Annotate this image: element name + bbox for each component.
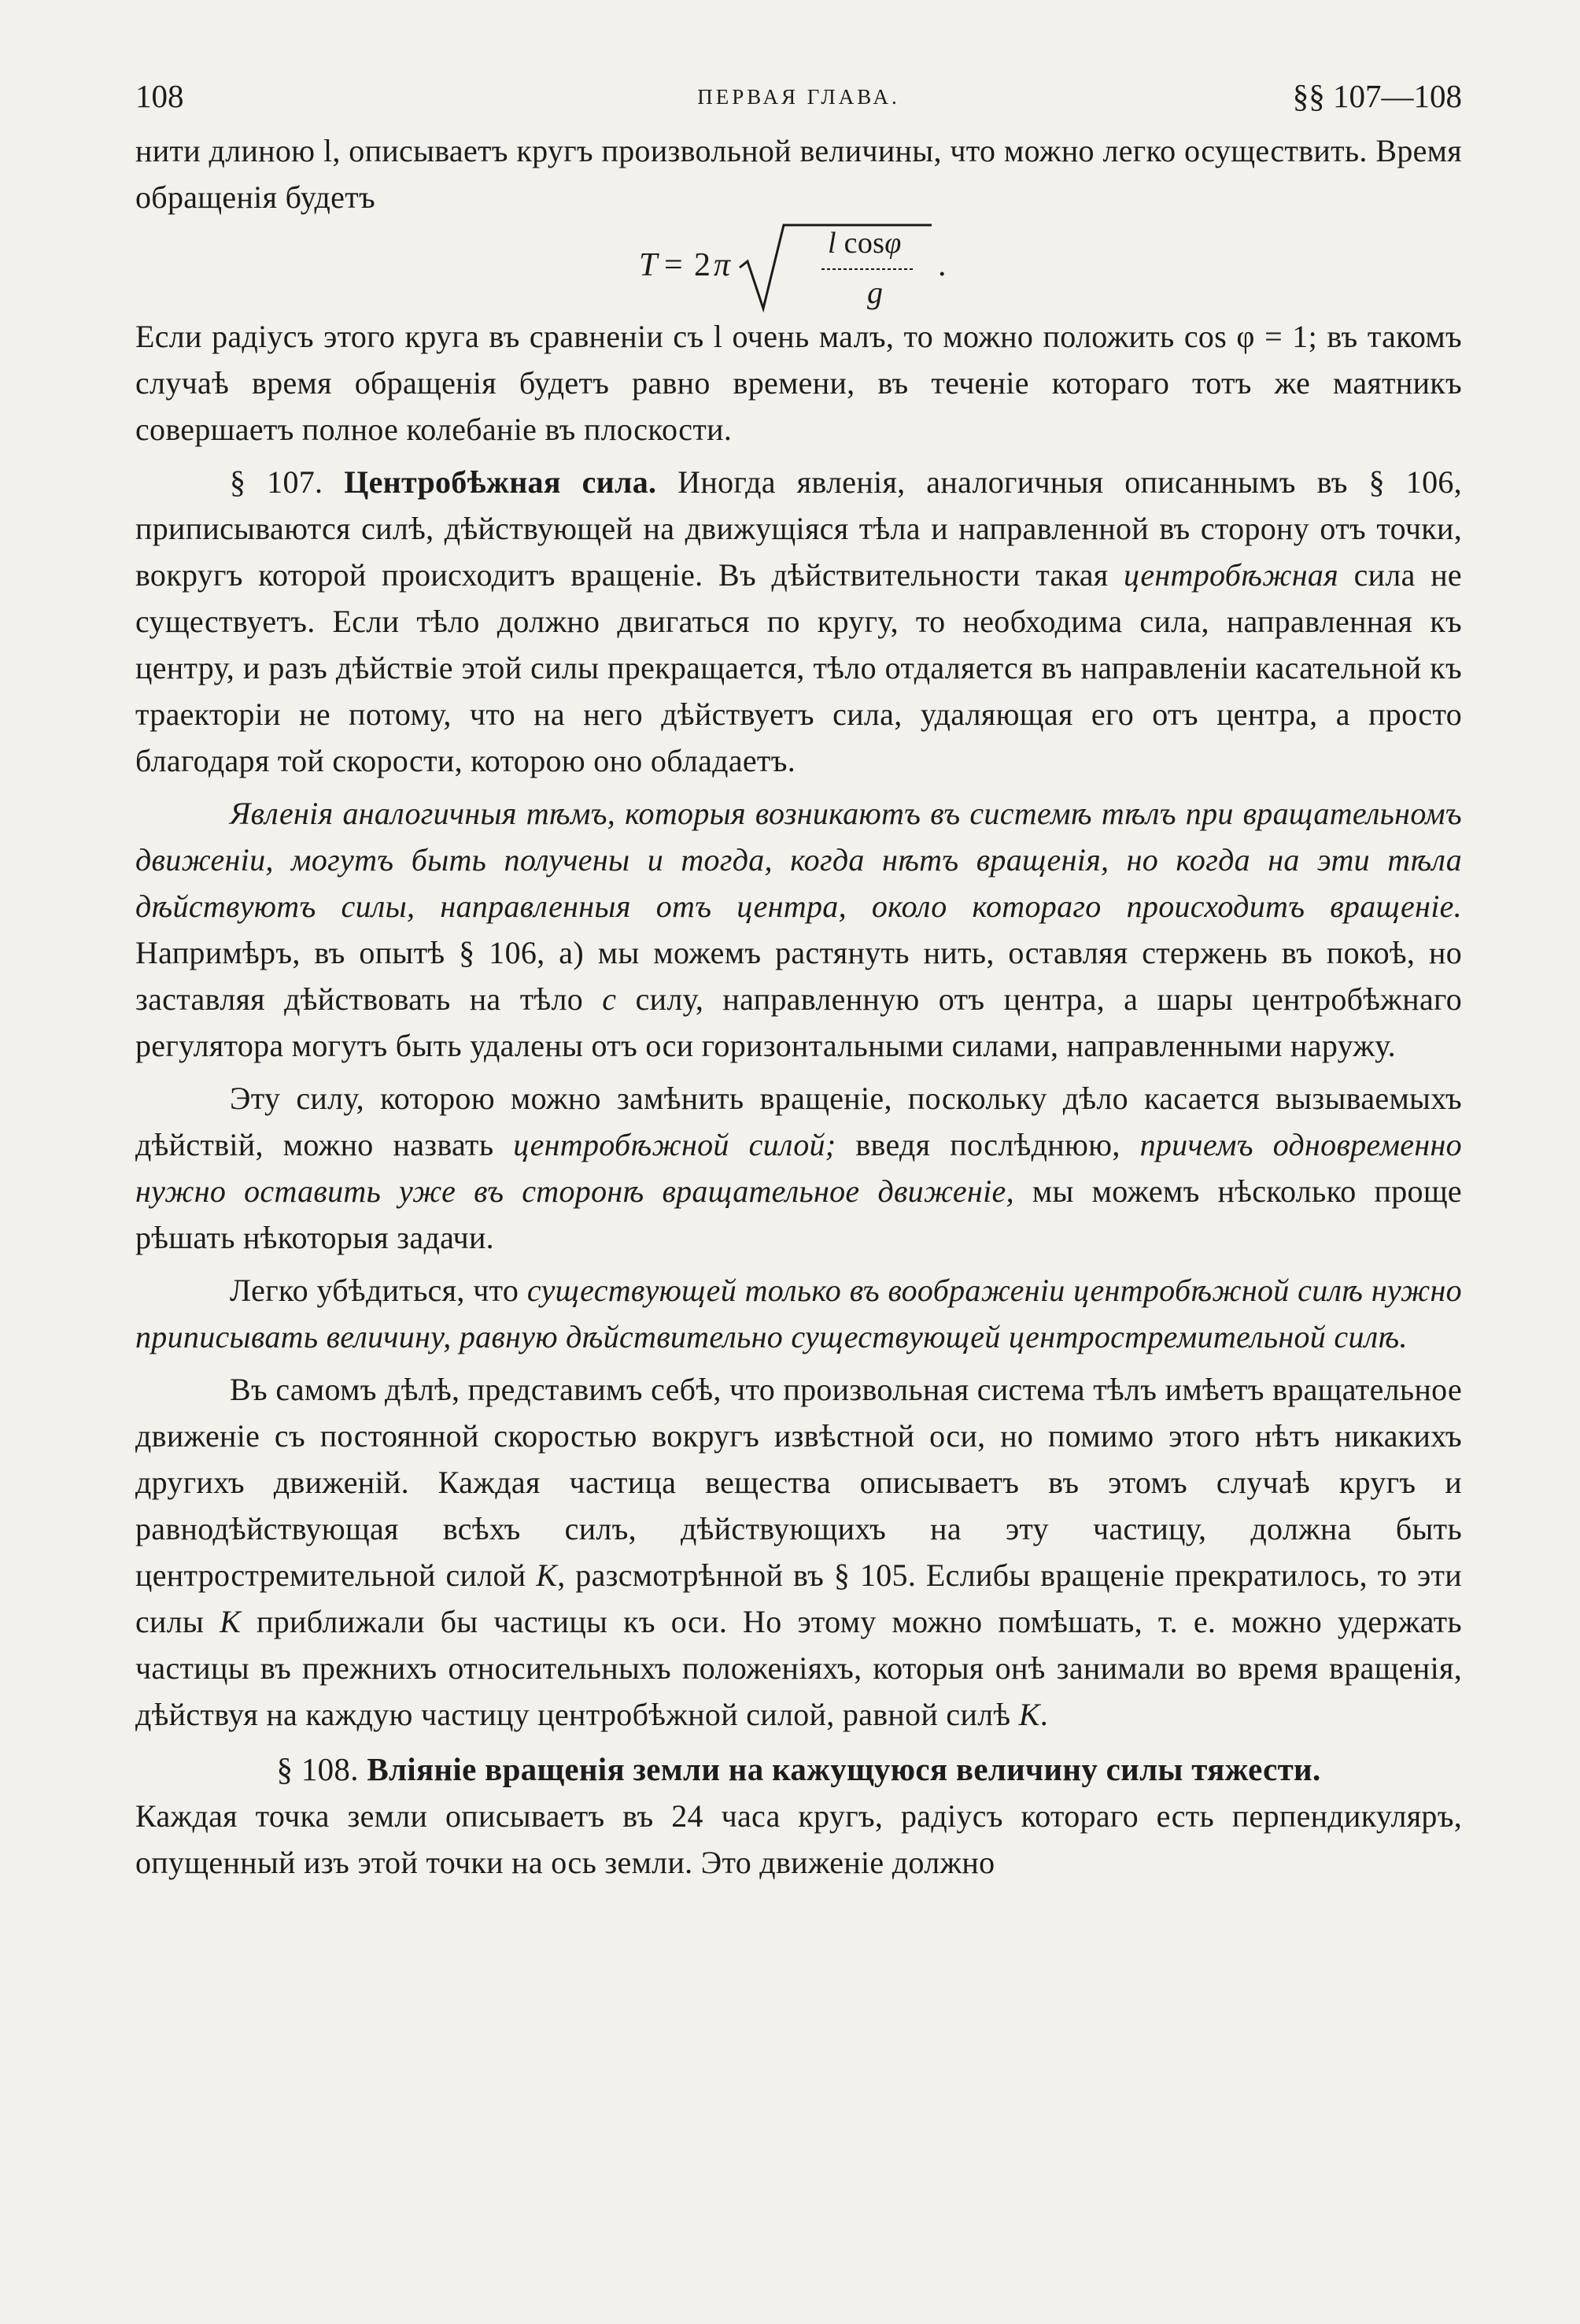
formula-two: 2 bbox=[694, 247, 711, 283]
formula-T: T bbox=[639, 247, 658, 283]
section-107-number: § 107. bbox=[230, 464, 323, 500]
page-body bbox=[135, 127, 1462, 1886]
section-107-paragraph-3: Эту силу, которою можно замѣнить вращеніе, поскольку дѣло касается вызываемыхъ дѣйствій, можно назвать центробѣжной силой; введя послѣднюю, причемъ одновременно нужно оставить уже въ сторонѣ вращательное движеніе, мы можемъ нѣсколько проще рѣшать нѣкоторыя задачи. bbox=[135, 1081, 1462, 1255]
page-number: 108 bbox=[135, 78, 184, 114]
intro-paragraph-2: Если радіусъ этого круга въ сравненіи съ l очень малъ, то можно положить cos φ = 1; въ такомъ случаѣ время обращенія будетъ равно времени, въ теченіе котораго тотъ же маятникъ совершаетъ полное колебаніе въ плоскости. bbox=[135, 319, 1462, 447]
section-108-paragraph-1: Каждая точка земли описываетъ въ 24 часа кругъ, радіусъ котораго есть перпендикуляръ, опущенный изъ этой точки на ось земли. Это движеніе должно bbox=[135, 1798, 1462, 1880]
section-108-title: Вліяніе вращенія земли на кажущуюся величину силы тяжести. bbox=[367, 1751, 1321, 1787]
period-formula bbox=[135, 220, 1462, 313]
section-range: §§ 107—108 bbox=[1292, 78, 1462, 114]
intro-paragraph-1: нити длиною l, описываетъ кругъ произвольной величины, что можно легко осуществить. Время обращенія будетъ bbox=[135, 133, 1462, 215]
formula-numerator: l cosφ bbox=[828, 227, 902, 260]
section-107-paragraph-2: Явленія аналогичныя тѣмъ, которыя возникаютъ въ системѣ тѣлъ при вращательномъ движеніи, могутъ быть получены и тогда, когда нѣтъ вращенія, но когда на эти тѣла дѣйствуютъ силы, направленныя отъ центра, около котораго происходитъ вращеніе. Напримѣръ, въ опытѣ § 106, a) мы можемъ растянуть нить, оставляя стержень въ покоѣ, но заставляя дѣйствовать на тѣло c силу, направленную отъ центра, а шары центробѣжнаго регулятора могутъ быть удалены отъ оси горизонтальными силами, направленными наружу. bbox=[135, 796, 1463, 1063]
formula-period: . bbox=[938, 247, 947, 283]
running-title: ПЕРВАЯ ГЛАВА. bbox=[697, 85, 900, 109]
formula-pi: π bbox=[714, 247, 731, 283]
section-108-number: § 108. bbox=[276, 1751, 359, 1787]
section-108-heading bbox=[135, 1746, 1462, 1793]
section-107-paragraph-4: Легко убѣдиться, что существующей только въ воображеніи центробѣжной силѣ нужно приписывать величину, равную дѣйствительно существующей центростремительной силѣ. bbox=[135, 1273, 1462, 1354]
formula-denominator: g bbox=[867, 275, 884, 310]
page-header bbox=[135, 77, 1462, 127]
section-107-title: Центробѣжная сила. bbox=[344, 464, 657, 500]
section-107-paragraph-5: Въ самомъ дѣлѣ, представимъ себѣ, что произвольная система тѣлъ имѣетъ вращательное движеніе съ постоянной скоростью вокругъ извѣстной оси, но помимо этого нѣтъ никакихъ другихъ движеній. Каждая частица вещества описываетъ въ этомъ случаѣ кругъ и равнодѣйствующая всѣхъ силъ, дѣйствующихъ на эту частицу, должна быть центростремительной силой K, разсмотрѣнной въ § 105. Еслибы вращеніе прекратилось, то эти силы K приближали бы частицы къ оси. Но этому можно помѣшать, т. е. можно удержать частицы въ прежнихъ относительныхъ положеніяхъ, которыя онѣ занимали во время вращенія, дѣйствуя на каждую частицу центробѣжной силой, равной силѣ K. bbox=[135, 1372, 1462, 1732]
section-107-paragraph-1: § 107. Центробѣжная сила. Иногда явленія, аналогичныя описаннымъ въ § 106, приписываются силѣ, дѣйствующей на движущіяся тѣла и направленной въ сторону отъ точки, вокругъ которой происходитъ вращеніе. Въ дѣйствительности такая центробѣжная сила не существуетъ. Если тѣло должно двигаться по кругу, то необходима сила, направленная къ центру, и разъ дѣйствіе этой силы прекращается, тѣло отдаляется въ направленіи касательной къ траекторіи не потому, что на него дѣйствуетъ сила, удаляющая его отъ центра, а просто благодаря той скорости, которою оно обладаетъ. bbox=[135, 464, 1462, 778]
formula-equals: = bbox=[664, 247, 683, 283]
